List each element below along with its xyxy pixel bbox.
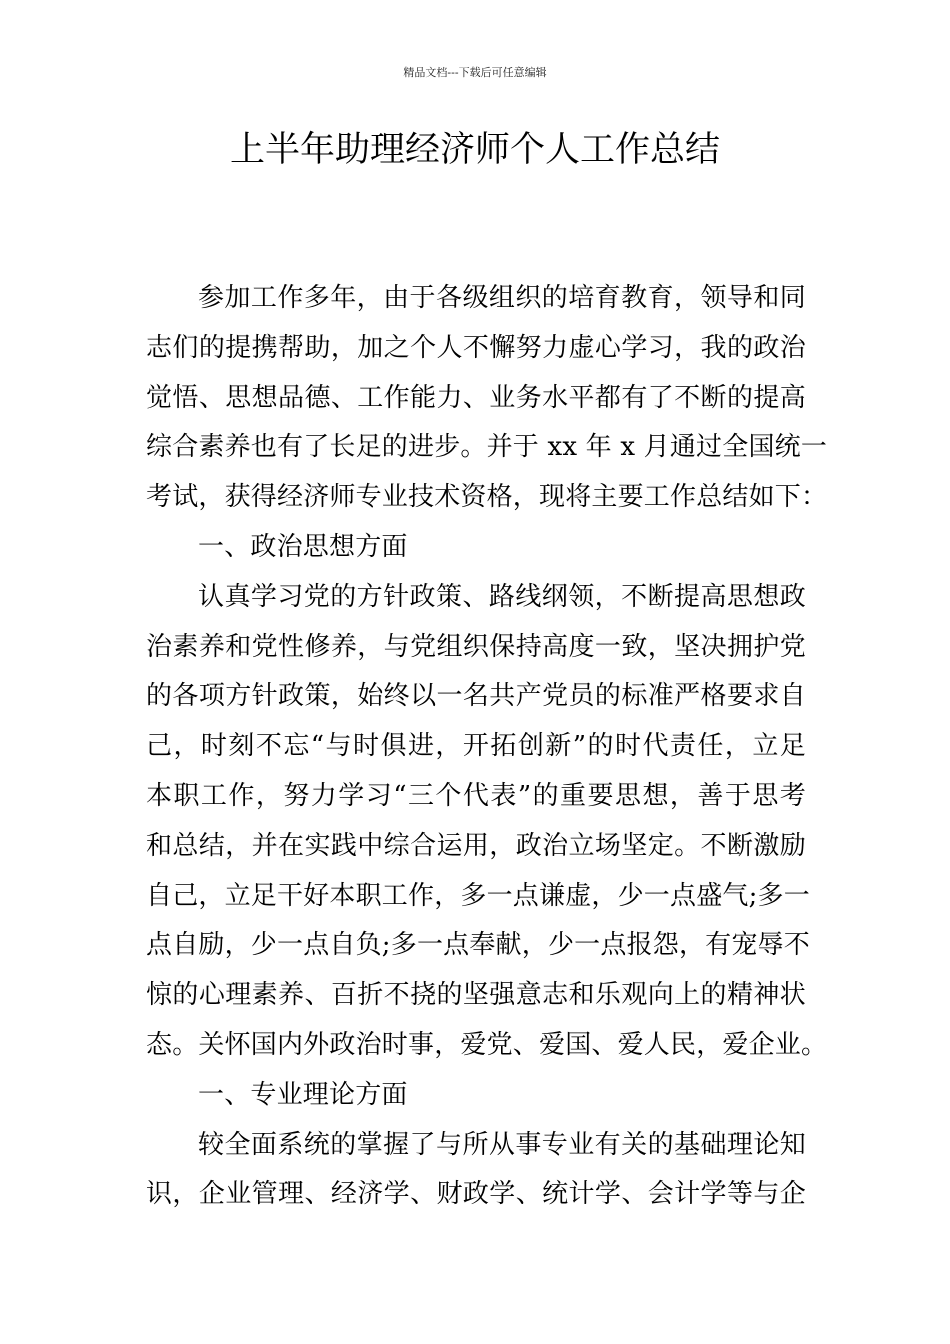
text-line: 认真学习党的方针政策、路线纲领，不断提高思想政 <box>198 581 806 612</box>
document-body <box>146 274 828 1220</box>
text-line: 较全面系统的掌握了与所从事专业有关的基础理论知 <box>198 1129 806 1160</box>
text-line: 和总结，并在实践中综合运用，政治立场坚定。不断激励 <box>146 830 806 861</box>
section-heading-political <box>146 523 806 573</box>
text-line: 觉悟、思想品德、工作能力、业务水平都有了不断的提高 <box>146 382 806 413</box>
paragraph-political <box>146 573 828 1071</box>
text-line: 本职工作，努力学习“三个代表”的重要思想，善于思考 <box>146 780 806 811</box>
section-heading-text: 一、专业理论方面 <box>198 1079 408 1110</box>
text-line: 治素养和党性修养，与党组织保持高度一致，坚决拥护党 <box>146 631 806 662</box>
text-line: 参加工作多年，由于各级组织的培育教育，领导和同 <box>198 283 806 313</box>
text-line: 综合素养也有了长足的进步。并于 xx 年 x 月通过全国统一 <box>146 432 828 463</box>
text-line: 自己，立足干好本职工作，多一点谦虚，少一点盛气;多一 <box>146 880 810 911</box>
paragraph-intro <box>146 274 828 523</box>
text-line: 识，企业管理、经济学、财政学、统计学、会计学等与企 <box>146 1179 806 1210</box>
text-line: 态。关怀国内外政治时事，爱党、爱国、爱人民，爱企业。 <box>146 1029 828 1060</box>
document-title: 上半年助理经济师个人工作总结 <box>229 130 720 170</box>
text-line: 的各项方针政策，始终以一名共产党员的标准严格要求自 <box>146 681 806 712</box>
text-line: 志们的提携帮助，加之个人不懈努力虚心学习，我的政治 <box>146 332 806 363</box>
text-line: 考试，获得经济师专业技术资格，现将主要工作总结如下： <box>146 482 828 513</box>
section-heading-text: 一、政治思想方面 <box>198 531 408 562</box>
text-line: 惊的心理素养、百折不挠的坚强意志和乐观向上的精神状 <box>146 980 806 1011</box>
paragraph-professional <box>146 1121 806 1221</box>
section-heading-professional <box>146 1071 806 1121</box>
text-line: 己，时刻不忘“与时俱进，开拓创新”的时代责任，立足 <box>146 731 806 762</box>
text-line: 点自励，少一点自负;多一点奉献，少一点报怨，有宠辱不 <box>146 930 810 961</box>
header-note: 精品文档---下载后可任意编辑 <box>403 66 547 79</box>
